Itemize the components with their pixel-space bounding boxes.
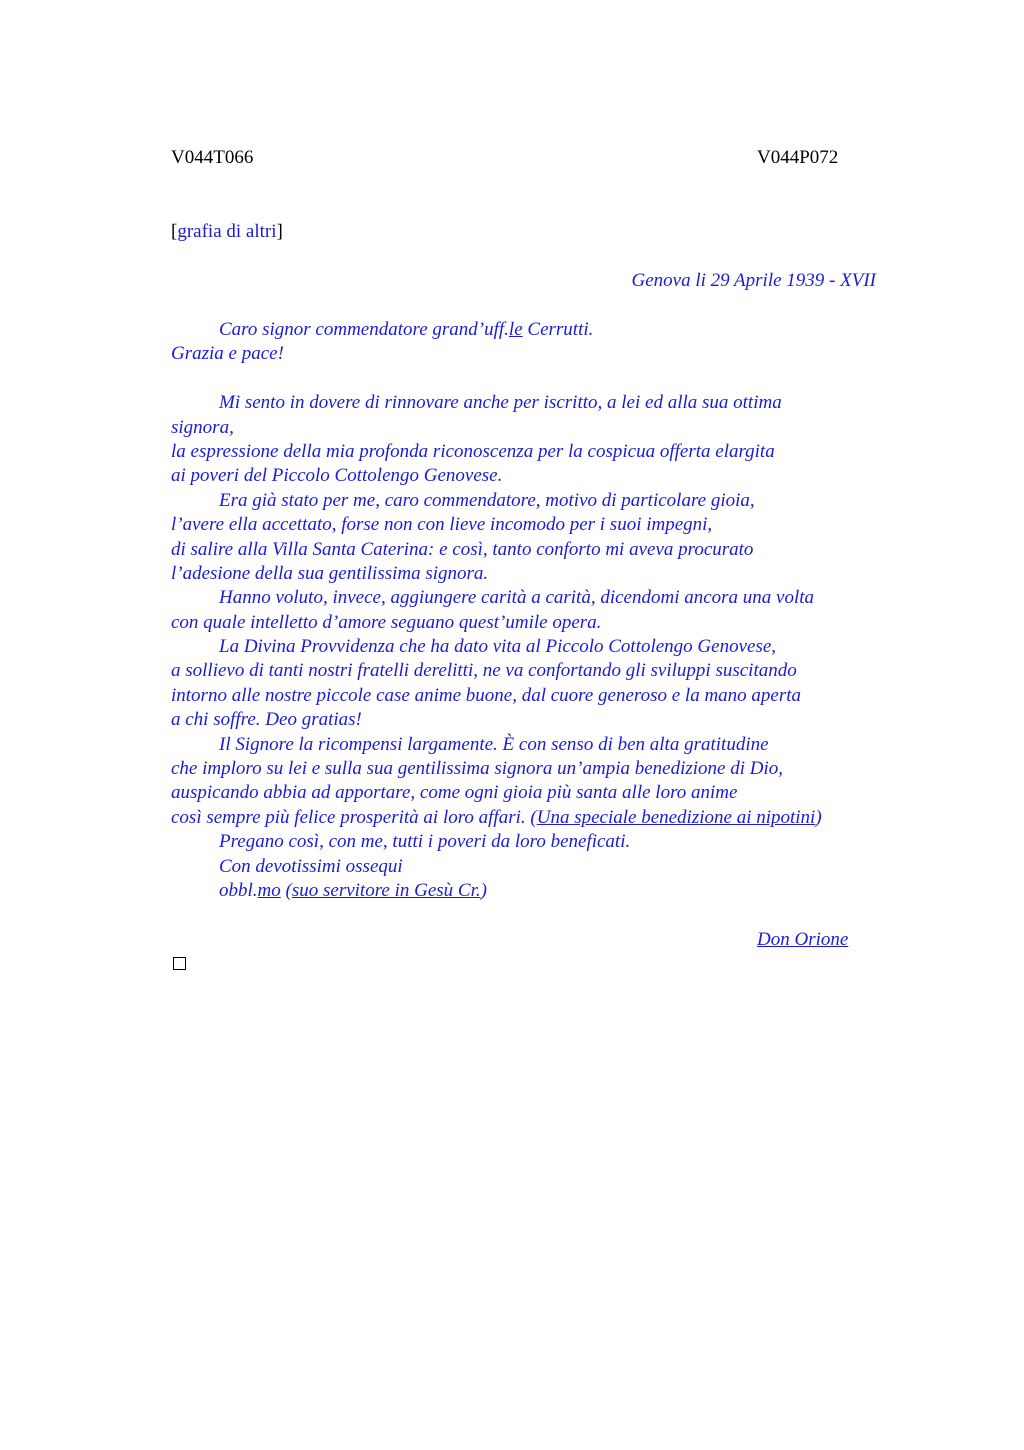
paragraph-line: Hanno voluto, invece, aggiungere carità a carità, dicendomi ancora una volta — [219, 587, 815, 609]
obbl-abbreviation: mo — [257, 879, 281, 901]
paragraph-line: a chi soffre. Deo gratias! — [171, 709, 362, 731]
servitor-open: ( — [280, 879, 292, 901]
paragraph-line: di salire alla Villa Santa Caterina: e così, tanto conforto mi aveva procurato — [171, 538, 754, 560]
servitor-close: ) — [480, 879, 487, 901]
paragraph-line: Il Signore la ricompensi largamente. È con senso di ben alta gratitudine — [219, 733, 769, 755]
letter-body — [171, 318, 822, 903]
blessing-pre: così sempre più felice prosperità ai loro affari. ( — [171, 806, 537, 828]
paragraph-line: Mi sento in dovere di rinnovare anche per iscritto, a lei ed alla sua ottima — [219, 392, 782, 414]
blessing-note: Una speciale benedizione ai nipotini — [536, 806, 816, 828]
paragraph-line: l’avere ella accettato, forse non con lieve incomodo per i suoi impegni, — [171, 514, 713, 536]
date-line: Genova li 29 Aprile 1939 - XVII — [631, 270, 876, 291]
closing-line: Con devotissimi ossequi — [219, 855, 403, 877]
checkbox-square-icon — [173, 957, 186, 970]
closing-servitor-line — [171, 879, 822, 903]
servitor-text: suo servitore in Gesù Cr. — [291, 879, 481, 901]
paragraph-line-blessing — [171, 806, 822, 830]
paragraph-line: La Divina Provvidenza che ha dato vita al Piccolo Cottolengo Genovese, — [219, 636, 777, 658]
note-open-bracket: [ — [171, 221, 178, 242]
paragraph-line: intorno alle nostre piccole case anime buone, dal cuore generoso e la mano aperta — [171, 684, 802, 706]
salutation-abbreviation: le — [508, 319, 523, 340]
paragraph-line: l’adesione della sua gentilissima signora. — [171, 562, 489, 584]
spacer — [171, 367, 822, 391]
note-close-bracket: ] — [276, 221, 283, 242]
paragraph-line: la espressione della mia profonda riconoscenza per la cospicua offerta elargita — [171, 440, 775, 462]
note-text: grafia di altri — [177, 221, 277, 242]
paragraph-line: che imploro su lei e sulla sua gentilissima signora un’ampia benedizione di Dio, — [171, 758, 784, 780]
paragraph-line: Era già stato per me, caro commendatore, motivo di particolare gioia, — [219, 489, 755, 511]
signature: Don Orione — [757, 929, 849, 950]
salutation-name: Cerrutti. — [522, 319, 594, 340]
paragraph-line: con quale intelletto d’amore seguano quest’umile opera. — [171, 611, 602, 633]
salutation-text: Caro signor commendatore grand’uff. — [219, 319, 509, 340]
paragraph-line: ai poveri del Piccolo Cottolengo Genovese. — [171, 465, 503, 487]
salutation-line — [171, 318, 822, 342]
paragraph-line: auspicando abbia ad apportare, come ogni gioia più santa alle loro anime — [171, 782, 738, 804]
document-code-right: V044P072 — [757, 147, 839, 168]
paragraph-line: a sollievo di tanti nostri fratelli derelitti, ne va confortando gli sviluppi suscitando — [171, 660, 797, 682]
obbl-text: obbl. — [219, 879, 258, 901]
handwriting-note — [171, 221, 283, 243]
greeting-line: Grazia e pace! — [171, 343, 284, 365]
blessing-post: ) — [815, 806, 822, 828]
paragraph-line: Pregano così, con me, tutti i poveri da loro beneficati. — [219, 831, 631, 853]
paragraph-line: signora, — [171, 416, 234, 438]
document-code-left: V044T066 — [171, 147, 254, 168]
